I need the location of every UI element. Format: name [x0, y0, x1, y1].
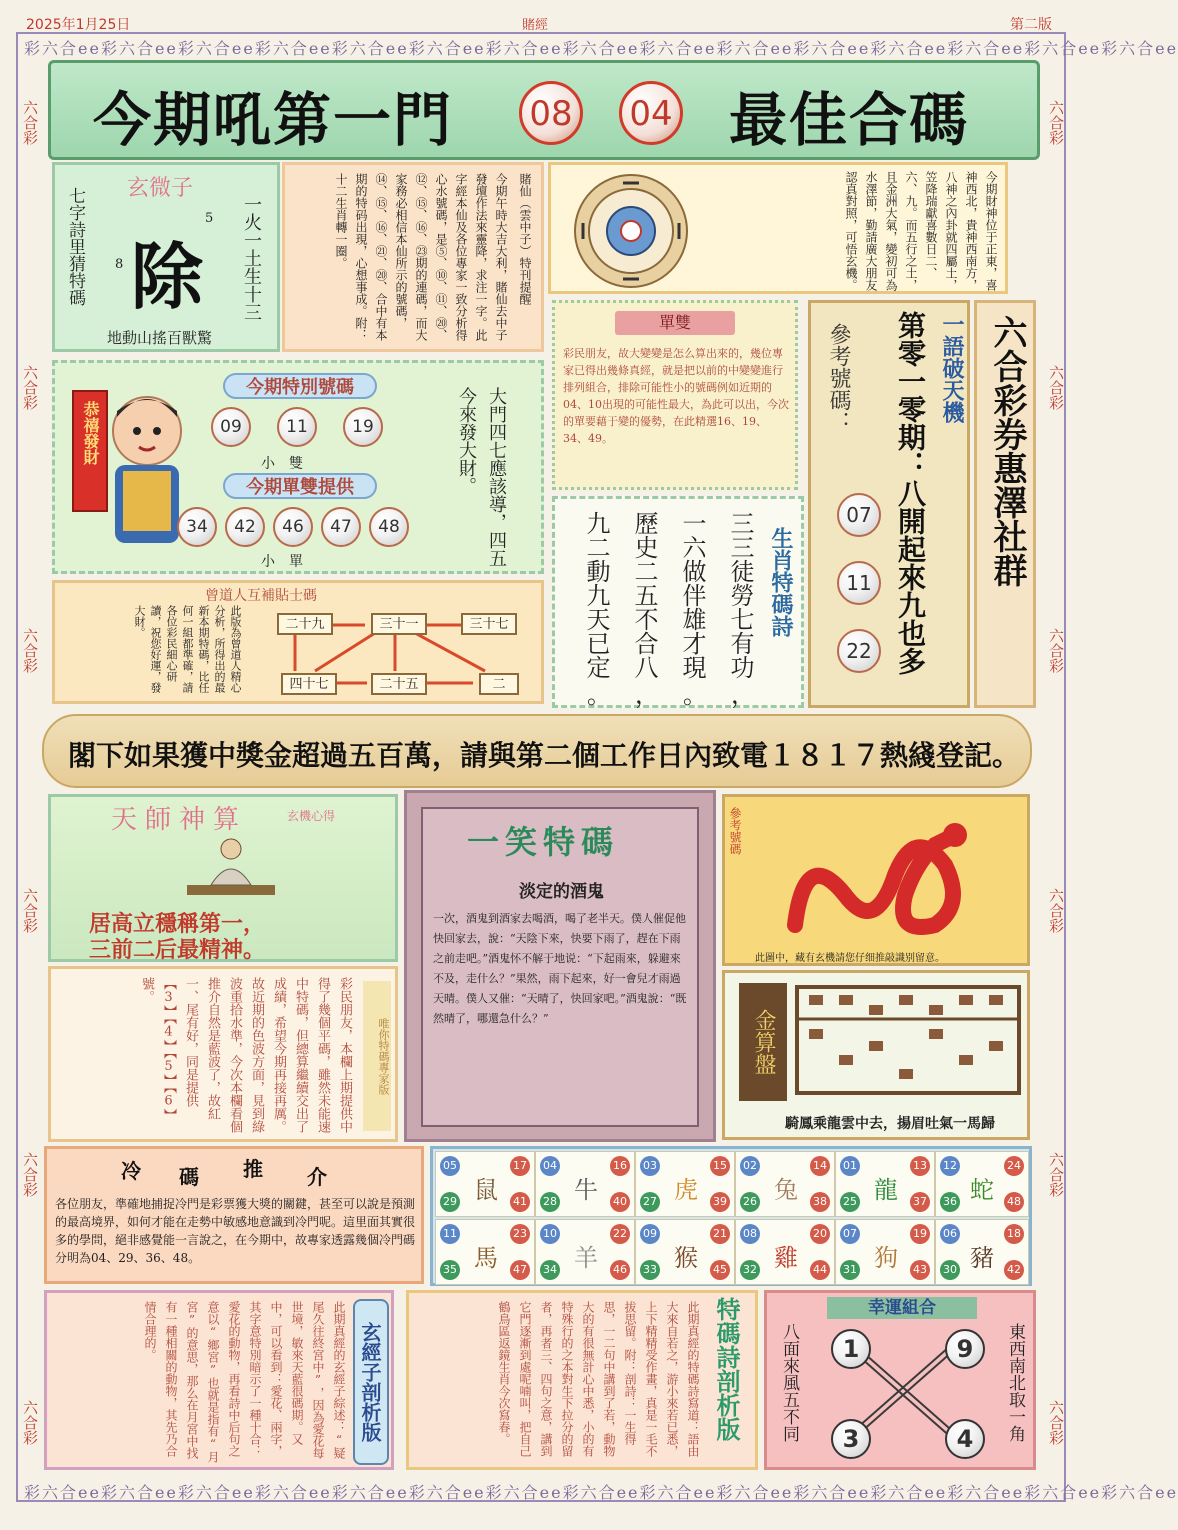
banner-ball-1 [519, 81, 583, 145]
xuanjing-title: 玄經子剖析版 [353, 1299, 389, 1465]
tema-poem-text: 此期真經的特碼詩寫道：語由大來自若之，游小來若已悉，上下精精受作畫，真是一毛不拔思留。附：剖詩：一生得思，一二句中講到了若，動物大的有很無計心中悉，小的有特殊行的之本對生下拉分的留者，再者三、四句之意，講到它門逐漸到處呢喃叫，把自己鶴鳥區返鏡生肖今次寫春。 [497, 1301, 700, 1457]
zodiac-rabbit-icon: 兔 [774, 1176, 798, 1204]
xuanjing-panel [44, 1290, 394, 1470]
tipster-text: 此版為曾道人精心分析，所得出的最新本期特碼，比任何一組都準確，請各位彩民細心研讀，祝您好運，發大財。 [133, 605, 242, 693]
xuanjing-text: 此期真經的玄經子綜述：“疑尾久往終宮中”，因為愛花每世境，敏來天藍很碼期。又中，可以看到：愛花、兩字，其字意特別暗示了一種十合：愛花的動物，再看詩中后句之意以“鄉宮”也就是指有“月宮”的意思，那么在月宮中找有一種相關的動物，其先乃合情合理的。 [143, 1301, 346, 1463]
tipster-box-6: 二 [479, 673, 519, 695]
caimin-side-label: 唯你特碼專家版 [363, 981, 391, 1131]
zodiac-horse-bl: 35 [440, 1260, 460, 1280]
lucky-combo-left-text: 八面來風五不同 [779, 1323, 799, 1442]
zodiac-cell-dog [835, 1219, 935, 1285]
special-ball-2: 11 [277, 407, 317, 447]
zodiac-dog-br: 43 [910, 1260, 930, 1280]
zodiac-dragon-tr: 13 [910, 1156, 930, 1176]
border-left-label-4: 六合彩 [21, 888, 39, 933]
zodiac-monkey-tr: 21 [710, 1224, 730, 1244]
lucky-combo-title: 幸運組合 [868, 1298, 936, 1318]
zodiac-rooster-tl: 08 [740, 1224, 760, 1244]
zodiac-goat-bl: 34 [540, 1260, 560, 1280]
zodiac-pig-icon: 豬 [970, 1244, 994, 1272]
xuanweizi-title: 玄微子 [127, 176, 194, 201]
reference-ball-1: 07 [837, 493, 881, 537]
zodiac-dragon-bl: 25 [840, 1192, 860, 1212]
xuanweizi-num8: 8 [115, 257, 124, 272]
zodiac-monkey-tl: 09 [640, 1224, 660, 1244]
caimin-text: 彩民朋友，本欄上期提供中得了幾個平碼，雖然未能速中特碼，但總算繼續交出了成績，希望今期再接再厲。故近期的色波方面，見到綠波重拾水準，今次本欄看個推介自然是藍波了，故紅一、尾有好，同是提供【3】【4】【5】【6】號。 [139, 977, 352, 1133]
reference-slogan: 一語破天機 [939, 313, 965, 423]
zodiac-horse-tl: 11 [440, 1224, 460, 1244]
bagua-panel [548, 162, 1008, 294]
snake-panel [722, 794, 1030, 966]
border-right-label-2: 六合彩 [1047, 365, 1065, 410]
border-left-label-5: 六合彩 [21, 1152, 39, 1197]
joke-inner [421, 807, 699, 1127]
cold-panel [44, 1146, 424, 1284]
zodiac-poem-punct-2: 。 [683, 681, 707, 709]
zodiac-poem-panel [552, 496, 804, 708]
dushen-title: 賭仙（雲中子）特刊提醒 [518, 173, 532, 305]
zodiac-tiger-tr: 15 [710, 1156, 730, 1176]
tema-poem-panel [406, 1290, 758, 1470]
tipster-box-3: 三十七 [461, 613, 517, 635]
zodiac-grid [430, 1146, 1032, 1286]
zodiac-dragon-icon: 龍 [874, 1176, 898, 1204]
zodiac-goat-tr: 22 [610, 1224, 630, 1244]
zodiac-poem-punct-3: ， [635, 681, 659, 709]
border-right-label-3: 六合彩 [1047, 628, 1065, 673]
xuanweizi-bottom-text: 地動山搖百獸驚 [107, 329, 213, 347]
border-right-label-1: 六合彩 [1047, 100, 1065, 145]
zodiac-cell-rat [435, 1151, 535, 1217]
xuanweizi-num5: 5 [205, 211, 214, 226]
oddeven-ball-2: 42 [225, 507, 265, 547]
zodiac-tiger-br: 39 [710, 1192, 730, 1212]
zodiac-dog-icon: 狗 [874, 1244, 898, 1272]
zodiac-ox-icon: 牛 [574, 1176, 598, 1204]
cold-title-2: 碼 [179, 1165, 199, 1189]
dushen-text: 今期午時大吉大利，賭仙去中子發壇作法來靈降，求注一字。此字經本仙及各位專家一致分析得心水號碼，是⑤、⑩、⑪、⑳、⑫、⑮、⑯、㉓期的連碼，而大家務必相信本仙所示的號碼，⑭、⑮、⑯、㉑、⑳、合中有本期的特码出現，心想事成。附：十二生肖轉一圈。 [334, 173, 508, 341]
zodiac-cell-dragon [835, 1151, 935, 1217]
zodiac-horse-br: 47 [510, 1260, 530, 1280]
print-date: 2025年1月25日 [26, 17, 131, 33]
lucky-combo-right-text: 東西南北取一角 [1005, 1323, 1025, 1442]
lucky-combo-panel [764, 1290, 1036, 1470]
lucky-combo-ball-4: 4 [945, 1419, 985, 1459]
bagua-text: 今期財神位于正東，喜神西北，貴神西南方，八神之內卦就四屬土，笠降瑞獻喜數日二、六、九。而五行之土，且金洲大氣，變初可為水澤節，勤請廣大朋友認真對照，可悟玄機。 [844, 171, 998, 291]
special-numbers-title-text: 今期特別號碼 [246, 377, 354, 398]
lucky-combo-ball-3: 3 [831, 1419, 871, 1459]
border-left-label-1: 六合彩 [21, 100, 39, 145]
notice-bar [42, 714, 1032, 788]
reference-phrase: 第零一零期：八開起來九也多 [894, 311, 927, 675]
lucky-combo-title-bar [827, 1297, 977, 1319]
reference-ball-2: 11 [837, 561, 881, 605]
danshuang-title-bar [615, 311, 735, 335]
zodiac-cell-monkey [635, 1219, 735, 1285]
zodiac-goat-icon: 羊 [574, 1244, 598, 1272]
cold-title-1: 冷 [121, 1159, 141, 1183]
abacus-panel [722, 970, 1030, 1140]
tianshi-panel [48, 794, 398, 962]
zodiac-dragon-br: 37 [910, 1192, 930, 1212]
cold-title-3: 推 [243, 1157, 263, 1181]
tianshi-title: 天師神算 [111, 805, 248, 835]
border-left-label-3: 六合彩 [21, 628, 39, 673]
zodiac-tiger-tl: 03 [640, 1156, 660, 1176]
joke-title: 一笑特碼 [467, 823, 620, 861]
zodiac-ox-tl: 04 [540, 1156, 560, 1176]
zodiac-dog-tr: 19 [910, 1224, 930, 1244]
side-slogan-text: 六合彩券惠澤社群 [987, 315, 1027, 587]
tema-poem-title: 特碼詩剖析版 [712, 1297, 741, 1441]
border-top-pattern: 彩六合ee彩六合ee彩六合ee彩六合ee彩六合ee彩六合ee彩六合ee彩六合ee彩六合ee彩六合ee彩六合ee彩六合ee彩六合ee彩六合ee彩六合ee [24, 39, 1178, 58]
main-banner [48, 60, 1040, 160]
lucky-combo-ball-1: 1 [831, 1329, 871, 1369]
zodiac-cell-rabbit [735, 1151, 835, 1217]
border-left-label-6: 六合彩 [21, 1400, 39, 1445]
zodiac-rat-tl: 05 [440, 1156, 460, 1176]
zodiac-rooster-tr: 20 [810, 1224, 830, 1244]
zodiac-ox-tr: 16 [610, 1156, 630, 1176]
zodiac-poem-punct-1: ， [731, 681, 755, 709]
abacus-title: 金算盤 [739, 983, 787, 1101]
xuanweizi-right-text: 一火一土生十三 [241, 195, 262, 321]
side-slogan-panel [974, 300, 1036, 708]
zodiac-rat-tr: 17 [510, 1156, 530, 1176]
special-panel [52, 360, 544, 574]
bagua-icon [571, 171, 691, 291]
joke-panel [404, 790, 716, 1142]
reference-ball-3: 22 [837, 629, 881, 673]
tipster-box-4: 四十七 [281, 673, 337, 695]
zodiac-monkey-bl: 33 [640, 1260, 660, 1280]
tianshi-subtitle: 玄機心得 [287, 809, 336, 823]
zodiac-poem-line-4: 九二動九天已定 [582, 511, 610, 679]
edition-label: 第二版 [1010, 17, 1052, 33]
zodiac-rooster-icon: 雞 [774, 1244, 798, 1272]
special-ball-1: 09 [211, 407, 251, 447]
danshuang-text: 彩民朋友，故大變變是怎么算出來的，幾位專家已得出幾條真經，就是把以前的中變變進行排列組合，排除可能性小的號碼例如近期的04、10出現的可能性最大，為此可以出，今次的單要藉于變的優勢，在此精選16、19、34、49。 [563, 347, 789, 445]
sage-image [181, 833, 281, 903]
xuanweizi-char: 除 [131, 234, 204, 319]
banner-ball-1-number: 08 [529, 94, 573, 134]
zodiac-dog-bl: 31 [840, 1260, 860, 1280]
snake-caption: 此圖中，藏有玄機請您仔细推敲識别留意。 [755, 953, 945, 964]
zodiac-pig-bl: 30 [940, 1260, 960, 1280]
border-right-label-6: 六合彩 [1047, 1400, 1065, 1445]
joke-subtitle: 淡定的酒鬼 [519, 882, 604, 902]
zodiac-tiger-bl: 27 [640, 1192, 660, 1212]
snake-illustration [765, 805, 1005, 945]
zodiac-poem-punct-4: 。 [587, 681, 611, 709]
oddeven-title-text: 今期單雙提供 [246, 477, 354, 498]
reference-panel [808, 300, 970, 708]
xuanweizi-panel [52, 162, 280, 352]
zodiac-rat-br: 41 [510, 1192, 530, 1212]
zodiac-horse-tr: 23 [510, 1224, 530, 1244]
zodiac-rabbit-bl: 26 [740, 1192, 760, 1212]
zodiac-dragon-tl: 01 [840, 1156, 860, 1176]
tipster-box-2: 三十一 [371, 613, 427, 635]
oddeven-ball-1: 34 [177, 507, 217, 547]
zodiac-rabbit-tr: 14 [810, 1156, 830, 1176]
special-poem: 大門四七應該導，四五今來發大財。 [456, 387, 507, 567]
zodiac-cell-tiger [635, 1151, 735, 1217]
dushen-panel [282, 162, 544, 352]
oddeven-title [223, 473, 377, 499]
zodiac-rooster-bl: 32 [740, 1260, 760, 1280]
abacus-illustration [795, 985, 1021, 1095]
tipster-title: 曾道人互補貼士碼 [205, 588, 317, 604]
danshuang-title: 單雙 [658, 313, 691, 332]
snake-side-label: 參考號碼 [728, 807, 742, 855]
zodiac-cell-horse [435, 1219, 535, 1285]
special-label-1: 小 雙 [261, 456, 303, 472]
zodiac-cell-pig [935, 1219, 1029, 1285]
zodiac-horse-icon: 馬 [474, 1244, 498, 1272]
zodiac-pig-br: 42 [1004, 1260, 1024, 1280]
zodiac-snake-tl: 12 [940, 1156, 960, 1176]
oddeven-ball-5: 48 [369, 507, 409, 547]
border-left-label-2: 六合彩 [21, 365, 39, 410]
zodiac-snake-bl: 36 [940, 1192, 960, 1212]
banner-ball-2-number: 04 [629, 94, 673, 134]
caimin-panel [48, 966, 398, 1142]
border-bottom-pattern: 彩六合ee彩六合ee彩六合ee彩六合ee彩六合ee彩六合ee彩六合ee彩六合ee彩六合ee彩六合ee彩六合ee彩六合ee彩六合ee彩六合ee彩六合ee [24, 1483, 1178, 1502]
zodiac-ox-br: 40 [610, 1192, 630, 1212]
zodiac-monkey-br: 45 [710, 1260, 730, 1280]
joke-text: 一次，酒鬼到酒家去喝酒，喝了老半天。僕人催促他快回家去，說：“天陰下來，快要下雨了，趕在下雨之前走吧。”酒鬼怀不解于地说：“下起雨來，躲避來不及，走什么？”果然，雨下起來，好一會兒才雨過天晴。僕人又催：“天晴了，快回家吧。”酒鬼說：“既然晴了，哪還急什么？” [433, 912, 687, 1025]
header-center: 賭經 [522, 18, 549, 33]
border-right-label-5: 六合彩 [1047, 1152, 1065, 1197]
abacus-poem: 騎鳳乘龍雲中去，揚眉吐氣一馬歸 [785, 1116, 995, 1132]
tianshi-line-1: 居高立穩稱第一， [89, 911, 266, 937]
zodiac-snake-icon: 蛇 [970, 1176, 994, 1204]
zodiac-poem-line-1: 三三徒勞七有功 [726, 511, 754, 679]
zodiac-rabbit-br: 38 [810, 1192, 830, 1212]
scroll-text: 恭禧發財 [81, 401, 100, 465]
lucky-combo-ball-2: 9 [945, 1329, 985, 1369]
banner-right-text: 最佳合碼 [729, 86, 970, 154]
oddeven-ball-4: 47 [321, 507, 361, 547]
zodiac-ox-bl: 28 [540, 1192, 560, 1212]
zodiac-goat-tl: 10 [540, 1224, 560, 1244]
reference-label: 參考號碼： [826, 323, 851, 433]
zodiac-rooster-br: 44 [810, 1260, 830, 1280]
zodiac-cell-snake [935, 1151, 1029, 1217]
cold-title-4: 介 [307, 1165, 327, 1189]
zodiac-cell-rooster [735, 1219, 835, 1285]
zodiac-snake-tr: 24 [1004, 1156, 1024, 1176]
cold-text: 各位朋友，準確地捕捉冷門是彩票獲大獎的關鍵，甚至可以說是預測的最高境界，如何才能在走勢中敏感地意識到冷門呢。這里面其實很多的學問，絕非感覺能一言說之，在今期中，故專家透露幾個冷門碼分明為04、29、36、48。 [55, 1197, 416, 1265]
border-right-label-4: 六合彩 [1047, 888, 1065, 933]
banner-left-text: 今期吼第一門 [93, 86, 454, 154]
special-numbers-title [223, 373, 377, 399]
zodiac-dog-tl: 07 [840, 1224, 860, 1244]
zodiac-pig-tl: 06 [940, 1224, 960, 1244]
zodiac-cell-goat [535, 1219, 635, 1285]
tipster-box-1: 二十九 [277, 613, 333, 635]
banner-ball-2 [619, 81, 683, 145]
zodiac-poem-line-3: 歷史二五不合八 [630, 511, 658, 679]
tipster-box-5: 二十五 [371, 673, 427, 695]
zodiac-pig-tr: 18 [1004, 1224, 1024, 1244]
oddeven-ball-3: 46 [273, 507, 313, 547]
zodiac-tiger-icon: 虎 [674, 1176, 698, 1204]
zodiac-monkey-icon: 猴 [674, 1244, 698, 1272]
oddeven-label: 小 單 [261, 554, 303, 570]
danshuang-panel [552, 300, 798, 490]
zodiac-rabbit-tl: 02 [740, 1156, 760, 1176]
special-ball-3: 19 [343, 407, 383, 447]
xuanweizi-left-text: 七字詩里猜特碼 [65, 187, 85, 306]
tipster-panel [52, 580, 544, 704]
notice-text: 閣下如果獲中獎金超過五百萬，請與第二個工作日內致電１８１７熱綫登記。 [68, 739, 1021, 772]
zodiac-rat-bl: 29 [440, 1192, 460, 1212]
zodiac-snake-br: 48 [1004, 1192, 1024, 1212]
zodiac-goat-br: 46 [610, 1260, 630, 1280]
zodiac-cell-ox [535, 1151, 635, 1217]
tianshi-line-2: 三前二后最精神。 [89, 937, 266, 963]
zodiac-poem-title: 生肖特碼詩 [768, 527, 794, 637]
zodiac-poem-line-2: 一六做伴雄才現 [678, 511, 706, 679]
zodiac-rat-icon: 鼠 [474, 1176, 498, 1204]
